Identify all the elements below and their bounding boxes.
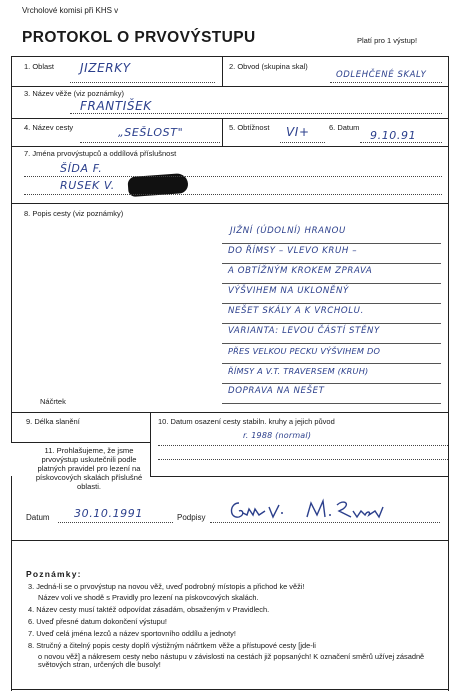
popis-line: DO ŘÍMSY – VLEVO KRUH – [228,246,358,256]
popis-label: 8. Popis cesty (viz poznámky) [24,209,124,218]
row-divider [11,146,449,147]
popis-line: DOPRAVA NA NEŠET [228,386,325,396]
datum-sign-label: Datum [26,513,50,522]
frame-left [11,56,12,412]
dotted-line [70,82,215,83]
frame-left [11,476,12,691]
popis-line: NEŠET SKÁLY A K VRCHOLU. [228,306,364,316]
datum-label: 6. Datum [329,123,360,132]
frame-right [448,56,449,412]
note-item: 4. Název cesty musí taktéž odpovídat zásadám, obsaženým v Pravidlech. [28,605,270,614]
note-item: 7. Uveď celá jména lezců a název sportovního oddílu a jednoty! [28,629,236,638]
line [222,263,441,264]
divider [150,412,151,476]
frame-top [11,56,449,57]
note-item: o novou věž] a nákresem cesty nebo nástupu v závislosti na cestách již popsaných! K označení směrů užívej zásadně světových stran, určených dle busoly! [38,652,425,670]
dotted-line [70,113,442,114]
popis-line: A OBTÍŽNÝM KROKEM ZPRAVA [228,266,373,276]
nazev-veze-value: FRANTIŠEK [80,99,152,113]
note-item: 6. Uveď přesné datum dokončení výstupu! [28,617,167,626]
dotted-line [210,522,440,523]
dotted-line [330,82,442,83]
nazev-cesty-value: „SEŠLOST" [118,126,184,139]
org-header: Vrcholové komisi při KHS v [22,6,119,15]
obvod-label: 2. Obvod (skupina skal) [229,62,308,71]
obtiznost-value: VI+ [286,125,310,139]
row-divider [11,118,449,119]
popis-line: VÝŠVIHEM NA UKLONĚNÝ [228,286,349,296]
prvovystupce-2: RUSEK V. [60,179,115,192]
dotted-line [360,142,442,143]
popis-line: JIŽNÍ (ÚDOLNÍ) HRANOU [230,226,346,236]
nazev-cesty-label: 4. Název cesty [24,123,74,132]
obvod-value: ODLEHČENÉ SKALY [336,70,427,80]
popis-line: PŘES VELKOU PECKU VÝŠVIHEM DO [228,346,381,356]
declaration-text: 11. Prohlašujeme, že jsme prvovýstup uskutečnili podle platných pravidel pro lezení na pískovcových skalách příslušné oblasti. [35,446,143,491]
row-divider [11,203,449,204]
prvovystupce-1: ŠÍDA F. [60,162,103,175]
note-item: 8. Stručný a čitelný popis cesty doplň výstižným náčrtkem věže a přístupové cesty [jde-li [28,641,316,650]
oblast-value: JIZERKY [80,61,131,75]
note-item: Název voli ve shodě s Pravidly pro lezení na pískovcových skalách. [38,593,259,602]
section-divider [11,540,449,541]
dotted-line [280,142,325,143]
podpisy-label: Podpisy [177,513,206,522]
line [222,383,441,384]
divider [222,118,223,146]
dotted-line [24,176,442,177]
popis-line: ŘÍMSY A V.T. TRAVERSEM (KRUH) [228,366,369,376]
osazeni-value: r. 1988 (normal) [243,431,312,440]
dotted-line [24,194,442,195]
notes-heading: Poznámky: [26,569,82,579]
oblast-label: 1. Oblast [24,62,55,71]
row-divider [150,476,449,477]
note-item: 3. Jedná-li se o prvovýstup na novou věž, uveď podrobný místopis a přichod ke věži! [28,582,305,591]
line [222,343,441,344]
prvovystupci-label: 7. Jména prvovýstupců a oddílová příslušnost [24,149,177,158]
datum-sign-value: 30.10.1991 [74,507,143,520]
row-divider [11,86,449,87]
form-title: PROTOKOL O PRVOVÝSTUPU [22,29,256,46]
row-divider [11,412,449,413]
line [222,323,441,324]
line [222,363,441,364]
line [222,243,441,244]
dotted-line [80,142,220,143]
divider [11,412,12,442]
dotted-line [158,445,448,446]
row-divider [11,442,151,443]
nazev-veze-label: 3. Název věže (viz poznámky) [24,89,125,98]
obtiznost-label: 5. Obtížnost [229,123,270,132]
line [222,403,441,404]
datum-value: 9.10.91 [370,129,417,142]
popis-line: VARIANTA: LEVOU ČÁSTÍ STĚNY [228,326,380,336]
frame-right [448,476,449,691]
copy-note: Platí pro 1 výstup! [357,36,418,45]
delka-slaneni-label: 9. Délka slanění [26,417,80,426]
line [222,283,441,284]
nacrtek-label: Náčrtek [40,397,66,406]
divider [448,412,449,476]
dotted-line [158,459,448,460]
line [222,303,441,304]
divider [222,56,223,86]
osazeni-label: 10. Datum osazení cesty stabiln. kruhy a jejich původ [158,417,335,426]
dotted-line [58,522,173,523]
